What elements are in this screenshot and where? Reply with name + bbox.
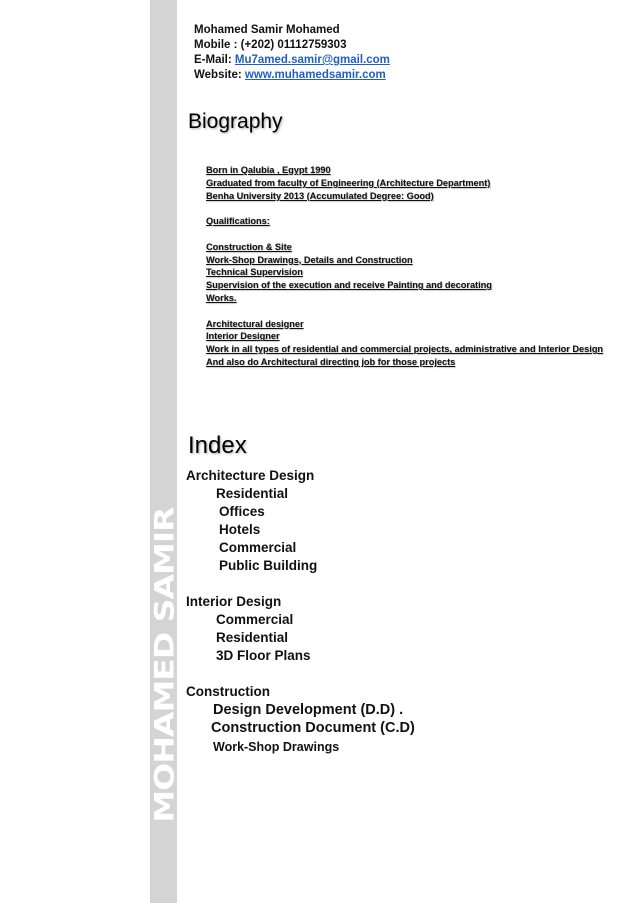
website-label: Website: [194,69,245,81]
index-architecture-item: Public Building [219,558,318,573]
website-link[interactable]: www.muhamedsamir.com [244,69,386,81]
biography-line: Work-Shop Drawings, Details and Construction [206,254,413,265]
index-architecture-item: Residential [216,486,289,501]
biography-spacer [206,305,603,318]
biography-line: Qualifications: [206,216,270,227]
biography-line: Interior Designer [206,331,280,342]
biography-line: Work in all types of residential and commercial projects, administrative and Interior Design [206,344,604,355]
biography-spacer [206,228,603,241]
index-construction-item: Work-Shop Drawings [213,740,340,754]
biography-line: Born in Qalubia , Egypt 1990 [206,165,331,175]
contact-block [194,23,390,83]
index-interior-heading: Interior Design [186,594,282,609]
biography-line: Construction & Site [206,241,292,252]
biography-line: Works. [206,292,237,303]
index-architecture-item: Commercial [219,540,297,555]
biography-line: And also do Architectural directing job for those projects [206,356,456,367]
index-title: Index [188,432,247,459]
biography-line: Graduated from faculty of Engineering (Architecture Department) [206,177,491,188]
email-label: E-Mail: [194,54,235,66]
contact-mobile: Mobile : (+202) 01112759303 [194,39,347,51]
index-construction-item: Construction Document (C.D) [211,720,415,736]
biography-spacer [206,202,603,215]
index-architecture-heading: Architecture Design [186,468,315,483]
biography-line: Architectural designer [206,318,304,329]
index-architecture-item: Offices [219,504,265,519]
email-link[interactable]: Mu7amed.samir@gmail.com [234,54,390,66]
biography-line: Supervision of the execution and receive Painting and decorating [206,280,492,291]
index-construction-item: Design Development (D.D) . [213,702,404,718]
biography-line: Technical Supervision [206,267,303,278]
contact-email-row [194,53,390,68]
contact-name: Mohamed Samir Mohamed [194,24,340,36]
biography-line: Benha University 2013 (Accumulated Degree: Good) [206,190,434,201]
index-architecture-item: Hotels [219,522,261,537]
index-interior-item: Commercial [216,612,294,627]
biography-text [206,164,603,369]
index-interior-item: Residential [216,630,289,645]
vertical-name-watermark: MOHAMED SAMIR [147,507,180,823]
index-interior-item: 3D Floor Plans [216,648,311,663]
biography-title: Biography [188,110,283,133]
index-construction-heading: Construction [186,684,270,699]
contact-website-row [194,68,390,83]
